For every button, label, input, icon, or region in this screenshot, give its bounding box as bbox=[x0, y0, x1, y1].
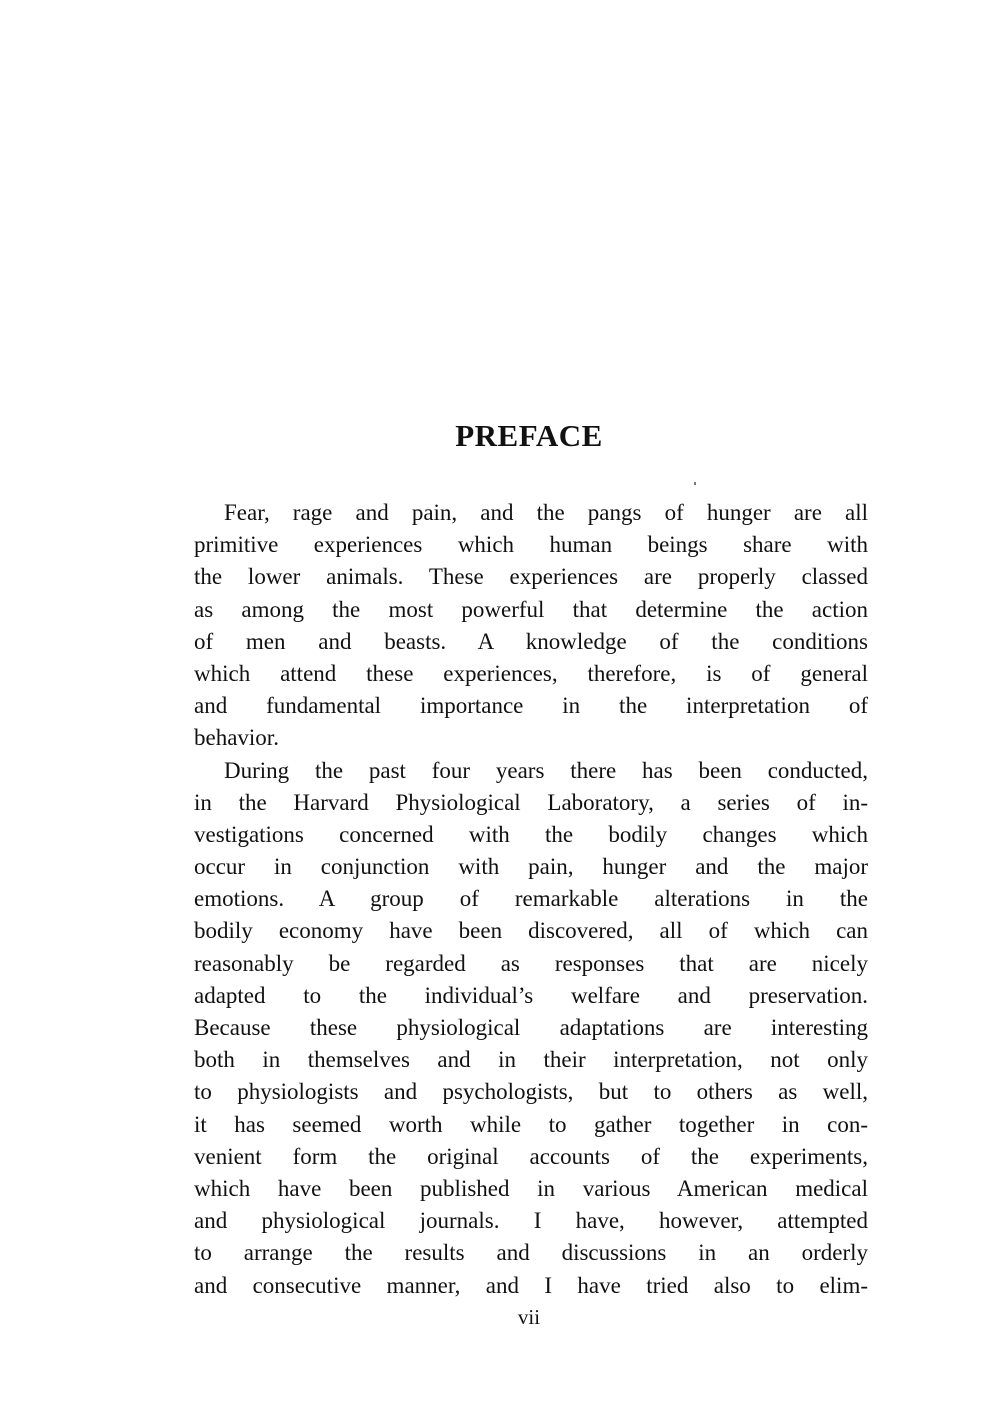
text-line: it has seemed worth while to gather together in con- bbox=[194, 1111, 868, 1137]
text-line: adapted to the individual’s welfare and preservation. bbox=[194, 982, 868, 1008]
text-line: primitive experiences which human beings share with bbox=[194, 532, 868, 558]
text-line: emotions. A group of remarkable alterations in the bbox=[194, 886, 868, 912]
text-line: in the Harvard Physiological Laboratory, a series of in- bbox=[194, 789, 868, 815]
text-line: and physiological journals. I have, however, attempted bbox=[194, 1208, 868, 1234]
print-speck bbox=[694, 482, 696, 485]
text-line: both in themselves and in their interpretation, not only bbox=[194, 1047, 868, 1073]
text-line: venient form the original accounts of the experiments, bbox=[194, 1143, 868, 1169]
page-number: vii bbox=[517, 1305, 541, 1329]
text-line: behavior. bbox=[194, 725, 279, 751]
text-line: as among the most powerful that determine the action bbox=[194, 596, 868, 622]
text-line: vestigations concerned with the bodily changes which bbox=[194, 821, 868, 847]
text-line: bodily economy have been discovered, all of which can bbox=[194, 918, 868, 944]
text-line: and fundamental importance in the interpretation of bbox=[194, 693, 868, 719]
text-line: occur in conjunction with pain, hunger and the major bbox=[194, 854, 868, 880]
text-line: and consecutive manner, and I have tried also to elim- bbox=[194, 1272, 868, 1298]
text-line: of men and beasts. A knowledge of the conditions bbox=[194, 628, 868, 654]
text-line: Because these physiological adaptations are interesting bbox=[194, 1015, 868, 1040]
text-line: which have been published in various American medical bbox=[194, 1175, 868, 1201]
text-line: Fear, rage and pain, and the pangs of hunger are all bbox=[224, 500, 868, 525]
text-line: to physiologists and psychologists, but to others as well, bbox=[194, 1079, 868, 1105]
page-title: PREFACE bbox=[455, 418, 603, 453]
text-line: which attend these experiences, therefore, is of general bbox=[194, 660, 868, 686]
text-line: During the past four years there has been conducted, bbox=[224, 757, 868, 783]
text-line: the lower animals. These experiences are properly classed bbox=[194, 564, 868, 590]
body-text bbox=[194, 497, 868, 1302]
text-line: to arrange the results and discussions in an orderly bbox=[194, 1240, 868, 1266]
text-line: reasonably be regarded as responses that are nicely bbox=[194, 950, 868, 976]
